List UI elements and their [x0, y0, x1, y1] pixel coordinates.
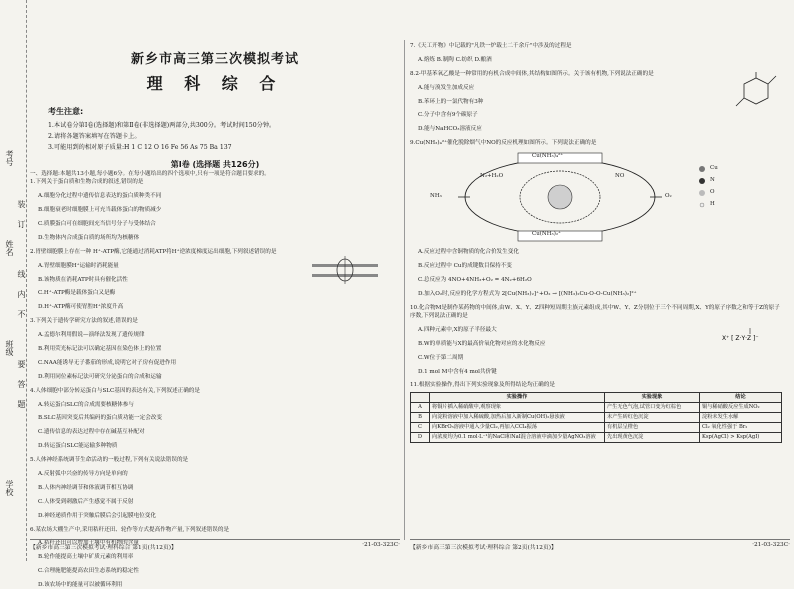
margin-label-class: 班级 [5, 340, 14, 356]
table-row [411, 432, 782, 442]
legend-n: N [710, 176, 715, 183]
table-cell: 产生无色气泡,试管口变为红棕色 [605, 402, 700, 412]
margin-mark-5: 不 [17, 310, 26, 318]
margin-mark-8: 题 [17, 400, 26, 408]
question-stem: 10.化合物M是制作某药物的中间体,由W、X、Y、Z四种短周期主族元素组成,其中W、Y、Z分别位于三个不同周期,X、Y的原子序数之和等于Z的原子序数,下列说法正确的是 [410, 304, 780, 319]
question-option: A.熔炼 B.制陶 C.纺织 D.酿酒 [418, 56, 492, 63]
question-stem: 5.人体神经系统调节生命活动的一般过程,下列有关说法错误的是 [30, 457, 189, 464]
question-block-11 [410, 381, 790, 442]
question-option: A.能与溴发生加成反应 [418, 84, 475, 91]
footer-text: 【新乡市高三第三次模拟考试·理科综合 第1页(共12页)】 [30, 545, 177, 551]
table-cell: C [411, 422, 430, 432]
table-row [411, 422, 782, 432]
question-option: B.利用荧光标记法可以确定基因在染色体上的位置 [38, 345, 162, 352]
notice-item-3: 3.可能用到的相对原子质量:H 1 C 12 O 16 Fe 56 As 75 Ba 137 [48, 144, 232, 151]
question-block-4 [30, 387, 400, 451]
margin-label-kaohao: 考号 [5, 150, 14, 166]
table-cell: D [411, 432, 430, 442]
question-option: B.SLC基因突变后其编码的蛋白质功能一定会改变 [38, 415, 162, 422]
table-header [411, 392, 430, 402]
question-option: C.遗传信息的表达过程中存在碱基互补配对 [38, 429, 145, 436]
binding-margin [0, 0, 27, 561]
question-option: A.四种元素中,X的原子半径最大 [418, 326, 497, 333]
table-header: 实验操作 [430, 392, 605, 402]
notice-item-1: 1.本试卷分第Ⅰ卷(选择题)和第Ⅱ卷(非选择题)两部分,共300分。考试时间150分钟。 [48, 122, 276, 129]
question-option: A.反射弧中兴奋的传导方向是单向的 [38, 471, 128, 477]
question-option: A.胃壁细胞膜H⁺运输时消耗能量 [38, 262, 119, 269]
table-header: 实验现象 [605, 392, 700, 402]
question-stem: 1.下列关于蛋白质和生物合成的叙述,错误的是 [30, 179, 144, 186]
question-block-9 [410, 139, 790, 298]
question-stem: 8.2-甲基苯氧乙酸是一种常用的有机合成中间体,其结构如图所示。关于该有机物,下列说法正确的是 [410, 70, 654, 77]
table-cell: 先出现黄色沉淀 [605, 432, 700, 442]
question-option: B.该物质在消耗ATP时具有催化活性 [38, 276, 128, 283]
left-column [30, 0, 400, 589]
column-divider [404, 40, 405, 540]
diagram-node-left: NH₃ [430, 192, 442, 199]
mechanism-cycle-svg [410, 151, 782, 243]
table-row [411, 402, 782, 412]
legend-h: H [710, 200, 715, 207]
question-option: C.总反应为 4NO+4NH₃+O₂ = 4N₂+6H₂O [418, 276, 532, 283]
table-cell: 向淀粉溶液中加入稀硫酸,加热后加入新制Cu(OH)₂悬浊液 [430, 412, 605, 422]
margin-mark-2: 订 [17, 220, 26, 228]
margin-mark-7: 答 [17, 380, 26, 388]
question-option: A.反应过程中含铜物质的化合价发生变化 [418, 249, 519, 256]
diagram-node-bottom: Cu(NH₃)₂⁺ [532, 230, 561, 237]
question-option: D.1 mol M中含有4 mol共价键 [418, 368, 497, 375]
legend-cu: Cu [710, 164, 718, 171]
question-option: D.利用同位素标记法可研究分泌蛋白的合成和运输 [38, 373, 162, 380]
margin-mark-4: 内 [17, 290, 26, 298]
margin-mark-6: 要 [17, 360, 26, 368]
table-row [411, 412, 782, 422]
footer-text: 【新乡市高三第三次模拟考试·理科综合 第2页(共12页)】 [410, 545, 557, 551]
question-stem: 4.人体细胞中部分转运蛋白与SLC基因的表达有关,下列叙述正确的是 [30, 387, 200, 394]
question-block-2 [30, 248, 400, 312]
question-stem: 11.根据实验操作,得出下列实验现象及所得结论均正确的是 [410, 382, 555, 389]
membrane-pump-figure [310, 254, 380, 288]
table-cell: B [411, 412, 430, 422]
question-option: D.该农场中的能量可以被循环利用 [38, 582, 123, 589]
question-option: A.转运蛋白SLC的合成需要核糖体参与 [38, 401, 134, 408]
table-cell: A [411, 402, 430, 412]
question-option: B.人体内神经调节和体液调节相互协调 [38, 484, 134, 491]
question-option: B.轮作能提高土壤中矿质元素的利用率 [38, 554, 134, 561]
question-option: C.合理施肥能提高农田生态系统的稳定性 [38, 568, 139, 575]
diagram-node-o2: O₂ [665, 192, 672, 199]
legend-o: O [710, 188, 715, 195]
table-cell: Cl₂ 氧化性强于 Br₂ [700, 422, 782, 432]
question-stem: 7.《天工开物》中记载的"凡铁一炉载土二千余斤"中涉及的过程是 [410, 43, 572, 49]
question-option: D.能与NaHCO₃溶液反应 [418, 126, 482, 133]
question-option: B.反应过程中 Cu的成键数目保持不变 [418, 263, 512, 270]
table-cell: 有机层呈橙色 [605, 422, 700, 432]
section-heading: 第Ⅰ卷 (选择题 共126分) [170, 160, 260, 169]
question-option: B.W的单质能与X的最高价氧化物对应的水化物反应 [418, 340, 546, 347]
question-option: C.H⁺-ATP酶是载体蛋白又是酶 [38, 290, 116, 297]
question-option: A.秸秆还田可以增加土壤中有机物的含量 [38, 540, 139, 547]
question-option: D.H⁺-ATP酶可使胃腔H⁺浓度升高 [38, 304, 124, 311]
molecule-structure-figure [726, 70, 782, 114]
table-cell: 铜与稀硝酸反应生成NO₂ [700, 402, 782, 412]
table-header-row [411, 392, 782, 402]
table-cell: 向KBrO₃溶液中通入少量Cl₂,再加入CCl₄振荡 [430, 422, 605, 432]
question-block-7 [410, 42, 790, 64]
diagram-node-top: Cu(NH₃)₄²⁺ [532, 152, 564, 159]
notice-heading: 考生注意: [48, 107, 84, 116]
question-option: C.质膜蛋白可在细胞间充当信号分子与受体结合 [38, 220, 156, 227]
margin-label-name: 姓名 [5, 240, 14, 256]
question-option: A.孟德尔利用假说—演绎法发现了遗传规律 [38, 332, 145, 339]
notice-item-2: 2.请将各题答案填写在答题卡上。 [48, 133, 141, 140]
diagram-node-no: NO [615, 172, 625, 179]
question-block-3 [30, 317, 400, 381]
page-footer-left [30, 539, 400, 551]
footer-code: ·21-03-323C· [752, 542, 790, 548]
margin-mark-3: 线 [17, 270, 26, 278]
structure-m-figure [720, 324, 780, 350]
footer-code: ·21-03-323C· [362, 542, 400, 548]
page-footer-right [410, 539, 790, 551]
question-stem: 6.某农场大棚生产中,采用秸秆还田、轮作等方式提高作物产量,下列叙述错误的是 [30, 526, 230, 533]
question-option: C.人体受到刺激后产生感觉不属于反射 [38, 498, 134, 505]
diagram-node-product: N₂+H₂O [480, 172, 504, 179]
question-option: B.细胞衰老时细胞膜上可充当载体蛋白的物质减少 [38, 207, 162, 214]
exam-title: 新乡市高三第三次模拟考试 [130, 52, 299, 67]
svg-text:X⁺ [ Z·Y·Z ]⁻: X⁺ [ Z·Y·Z ]⁻ [722, 334, 759, 342]
question-stem: 2.胃壁细胞膜上存在一种 H⁺-ATP酶,它能通过消耗ATP将H⁺逆浓度梯度运出细胞,下列叙述错误的是 [30, 248, 277, 255]
exam-subject: 理 科 综 合 [146, 74, 284, 93]
margin-label-school: 学校 [5, 480, 14, 496]
question-block-10 [410, 304, 790, 376]
question-option: C.NAA能诱导无子番茄的形成,说明它对子房有促进作用 [38, 359, 177, 366]
question-option: D.神经递质作用于突触后膜后会引起膜电位变化 [38, 512, 156, 519]
margin-mark-1: 装 [17, 200, 26, 208]
question-option: C.W位于第二周期 [418, 354, 464, 361]
table-cell: Ksp(AgCl) > Ksp(AgI) [700, 432, 782, 442]
right-column [410, 0, 790, 561]
question-block-1 [30, 178, 400, 242]
table-cell: 将铜片插入稀硝酸中,观察现象 [430, 402, 605, 412]
question-stem: 9.Cu(NH₃)₄²⁺催化脱除烟气中NO的反应机理如图所示。下列说法正确的是 [410, 140, 597, 147]
question-option: D.加入O₂时,反应的化学方程式为 2[Cu(NH₃)₂]⁺+O₂ → [(NH₃)₂Cu-O-O-Cu(NH₃)₂]²⁺ [418, 290, 637, 297]
question-block-5 [30, 456, 400, 520]
section-intro: 一、选择题:本题共13小题,每小题6分。在每小题给出的四个选项中,只有一项是符合题目要求的。 [30, 171, 270, 177]
table-cell: 淀粉未发生水解 [700, 412, 782, 422]
question-block-6 [30, 526, 400, 589]
question-option: A.细胞分化过程中遗传信息表达的蛋白质种类不同 [38, 193, 162, 200]
table-cell: 未产生砖红色沉淀 [605, 412, 700, 422]
question-stem: 3.下列关于遗传学研究方法的叙述,错误的是 [30, 318, 138, 325]
experiment-table [410, 392, 782, 443]
question-block-8 [410, 70, 790, 134]
table-header: 结论 [700, 392, 782, 402]
question-option: C.分子中含有9个碳原子 [418, 112, 478, 119]
question-option: D.生物体内合成蛋白质的场所均为核糖体 [38, 234, 140, 241]
question-option: D.转运蛋白SLC能运输多种物质 [38, 443, 118, 450]
question-option: B.苯环上的一氯代物有3种 [418, 98, 484, 105]
reaction-mechanism-diagram [410, 151, 782, 243]
table-cell: 向浓度均为0.1 mol·L⁻¹的NaCl和NaI混合溶液中滴加少量AgNO₃溶液 [430, 432, 605, 442]
